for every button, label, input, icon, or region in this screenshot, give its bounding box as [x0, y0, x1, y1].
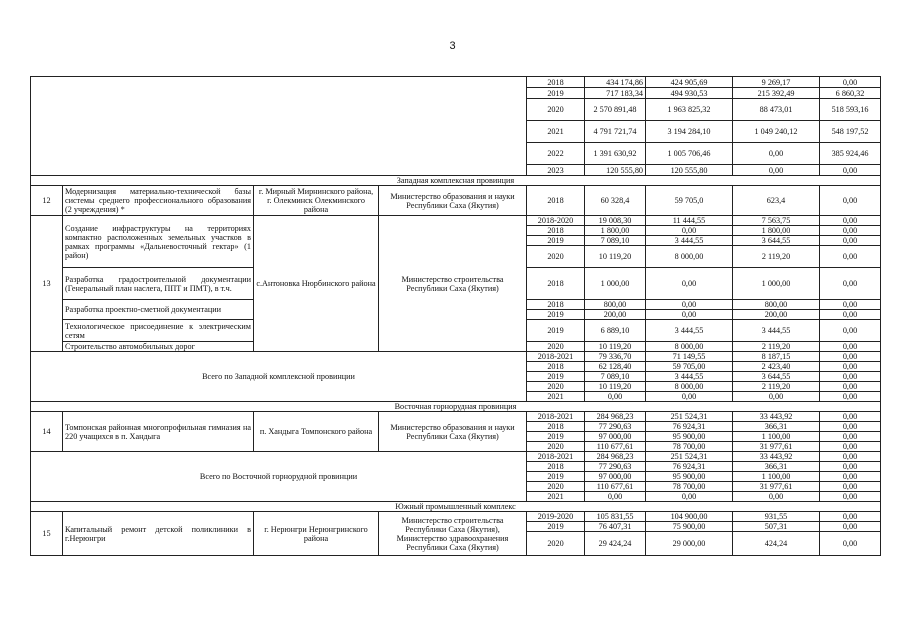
total-cell: 284 968,23 [585, 452, 646, 462]
table-row [31, 512, 881, 522]
federal-budget-cell: 3 444,55 [646, 372, 733, 382]
municipal-budget-cell: 0,00 [820, 186, 881, 216]
regional-budget-cell: 424,24 [733, 532, 820, 556]
municipal-budget-cell: 0,00 [820, 412, 881, 422]
regional-budget-cell: 88 473,01 [733, 99, 820, 121]
federal-budget-cell: 251 524,31 [646, 452, 733, 462]
municipal-budget-cell: 548 197,52 [820, 121, 881, 143]
year-cell: 2021 [527, 392, 585, 402]
project-name: Томпонская районная многопрофильная гимназия на 220 учащихся в п. Хандыга [63, 412, 254, 452]
year-cell: 2018 [527, 422, 585, 432]
year-cell: 2018 [527, 226, 585, 236]
regional-budget-cell: 0,00 [733, 143, 820, 165]
regional-budget-cell: 3 444,55 [733, 320, 820, 342]
municipal-budget-cell: 0,00 [820, 492, 881, 502]
total-cell: 0,00 [585, 492, 646, 502]
municipal-budget-cell: 0,00 [820, 372, 881, 382]
regional-budget-cell: 1 049 240,12 [733, 121, 820, 143]
regional-budget-cell: 0,00 [733, 492, 820, 502]
regional-budget-cell: 9 269,17 [733, 77, 820, 88]
regional-budget-cell: 1 100,00 [733, 432, 820, 442]
total-cell: 2 570 891,48 [585, 99, 646, 121]
municipal-budget-cell: 0,00 [820, 310, 881, 320]
regional-budget-cell: 31 977,61 [733, 482, 820, 492]
responsible-ministry: Министерство образования и науки Республики Саха (Якутия) [379, 412, 527, 452]
municipal-budget-cell: 0,00 [820, 452, 881, 462]
federal-budget-cell: 0,00 [646, 226, 733, 236]
regional-budget-cell: 8 187,15 [733, 352, 820, 362]
federal-budget-cell: 3 194 284,10 [646, 121, 733, 143]
municipal-budget-cell: 0,00 [820, 165, 881, 176]
year-cell: 2020 [527, 246, 585, 268]
federal-budget-cell: 0,00 [646, 392, 733, 402]
year-cell: 2020 [527, 342, 585, 352]
total-cell: 60 328,4 [585, 186, 646, 216]
regional-budget-cell: 3 644,55 [733, 372, 820, 382]
regional-budget-cell: 507,31 [733, 522, 820, 532]
federal-budget-cell: 75 900,00 [646, 522, 733, 532]
total-cell: 7 089,10 [585, 236, 646, 246]
investment-projects-table [30, 76, 881, 556]
regional-budget-cell: 0,00 [733, 392, 820, 402]
section-heading-south: Южный промышленный комплекс [31, 502, 881, 512]
municipal-budget-cell: 0,00 [820, 382, 881, 392]
section-heading-row [31, 502, 881, 512]
municipal-budget-cell: 0,00 [820, 432, 881, 442]
municipal-budget-cell: 0,00 [820, 236, 881, 246]
total-cell: 284 968,23 [585, 412, 646, 422]
regional-budget-cell: 3 644,55 [733, 236, 820, 246]
year-cell: 2019 [527, 236, 585, 246]
federal-budget-cell: 3 444,55 [646, 320, 733, 342]
federal-budget-cell: 59 705,00 [646, 362, 733, 372]
regional-budget-cell: 1 800,00 [733, 226, 820, 236]
municipal-budget-cell: 0,00 [820, 246, 881, 268]
federal-budget-cell: 1 963 825,32 [646, 99, 733, 121]
table-row [31, 216, 881, 226]
total-cell: 800,00 [585, 300, 646, 310]
item-number: 14 [31, 412, 63, 452]
regional-budget-cell: 1 000,00 [733, 268, 820, 300]
project-location: г. Мирный Мирнинского района, г. Олекминск Олекминского района [254, 186, 379, 216]
year-cell: 2018-2021 [527, 352, 585, 362]
subproject-name: Разработка проектно-сметной документации [63, 300, 254, 320]
federal-budget-cell: 29 000,00 [646, 532, 733, 556]
municipal-budget-cell: 0,00 [820, 442, 881, 452]
regional-budget-cell: 2 423,40 [733, 362, 820, 372]
year-cell: 2018 [527, 300, 585, 310]
regional-budget-cell: 33 443,92 [733, 452, 820, 462]
year-cell: 2018-2021 [527, 412, 585, 422]
federal-budget-cell: 0,00 [646, 492, 733, 502]
regional-budget-cell: 800,00 [733, 300, 820, 310]
federal-budget-cell: 1 005 706,46 [646, 143, 733, 165]
regional-budget-cell: 7 563,75 [733, 216, 820, 226]
year-cell: 2020 [527, 482, 585, 492]
responsible-ministry: Министерство строительства Республики Саха (Якутия), Министерство здравоохранения Республики Саха (Якутия) [379, 512, 527, 556]
total-cell: 434 174,86 [585, 77, 646, 88]
total-cell: 105 831,55 [585, 512, 646, 522]
province-total-label: Всего по Восточной горнорудной провинции [31, 452, 527, 502]
federal-budget-cell: 494 930,53 [646, 88, 733, 99]
federal-budget-cell: 120 555,80 [646, 165, 733, 176]
item-number: 15 [31, 512, 63, 556]
subproject-name: Строительство автомобильных дорог [63, 342, 254, 352]
subproject-name: Создание инфраструктуры на территориях компактно расположенных земельных участков в рамках программы «Дальневосточный гектар» (1 район) [63, 216, 254, 268]
total-cell: 10 119,20 [585, 246, 646, 268]
total-cell: 200,00 [585, 310, 646, 320]
regional-budget-cell: 2 119,20 [733, 342, 820, 352]
total-cell: 10 119,20 [585, 382, 646, 392]
year-cell: 2018 [527, 186, 585, 216]
municipal-budget-cell: 0,00 [820, 268, 881, 300]
total-cell: 6 889,10 [585, 320, 646, 342]
regional-budget-cell: 2 119,20 [733, 246, 820, 268]
year-cell: 2018 [527, 362, 585, 372]
year-cell: 2018 [527, 462, 585, 472]
year-cell: 2019 [527, 522, 585, 532]
regional-budget-cell: 623,4 [733, 186, 820, 216]
regional-budget-cell: 0,00 [733, 165, 820, 176]
table-row [31, 452, 881, 462]
year-cell: 2019 [527, 310, 585, 320]
federal-budget-cell: 71 149,55 [646, 352, 733, 362]
item-number: 12 [31, 186, 63, 216]
municipal-budget-cell: 0,00 [820, 512, 881, 522]
municipal-budget-cell: 0,00 [820, 77, 881, 88]
table-row [31, 412, 881, 422]
total-cell: 77 290,63 [585, 422, 646, 432]
municipal-budget-cell: 0,00 [820, 422, 881, 432]
municipal-budget-cell: 0,00 [820, 392, 881, 402]
regional-budget-cell: 33 443,92 [733, 412, 820, 422]
municipal-budget-cell: 385 924,46 [820, 143, 881, 165]
municipal-budget-cell: 0,00 [820, 362, 881, 372]
year-cell: 2019 [527, 432, 585, 442]
regional-budget-cell: 366,31 [733, 462, 820, 472]
municipal-budget-cell: 0,00 [820, 216, 881, 226]
year-cell: 2018-2021 [527, 452, 585, 462]
year-cell: 2019 [527, 88, 585, 99]
regional-budget-cell: 2 119,20 [733, 382, 820, 392]
section-heading-row [31, 402, 881, 412]
municipal-budget-cell: 0,00 [820, 482, 881, 492]
regional-budget-cell: 366,31 [733, 422, 820, 432]
year-cell: 2021 [527, 121, 585, 143]
year-cell: 2019 [527, 320, 585, 342]
municipal-budget-cell: 0,00 [820, 300, 881, 310]
total-cell: 110 677,61 [585, 442, 646, 452]
total-cell: 79 336,70 [585, 352, 646, 362]
federal-budget-cell: 0,00 [646, 310, 733, 320]
total-cell: 4 791 721,74 [585, 121, 646, 143]
total-cell: 10 119,20 [585, 342, 646, 352]
municipal-budget-cell: 0,00 [820, 342, 881, 352]
municipal-budget-cell: 0,00 [820, 522, 881, 532]
municipal-budget-cell: 0,00 [820, 320, 881, 342]
federal-budget-cell: 251 524,31 [646, 412, 733, 422]
municipal-budget-cell: 0,00 [820, 462, 881, 472]
federal-budget-cell: 0,00 [646, 268, 733, 300]
section-heading-west: Западная комплексная провинция [31, 176, 881, 186]
year-cell: 2020 [527, 382, 585, 392]
regional-budget-cell: 200,00 [733, 310, 820, 320]
federal-budget-cell: 78 700,00 [646, 482, 733, 492]
municipal-budget-cell: 518 593,16 [820, 99, 881, 121]
year-cell: 2020 [527, 532, 585, 556]
subproject-name: Разработка градостроительной документации (Генеральный план наслега, ППТ и ПМТ), в т.ч. [63, 268, 254, 300]
municipal-budget-cell: 0,00 [820, 226, 881, 236]
municipal-budget-cell: 0,00 [820, 352, 881, 362]
total-cell: 19 008,30 [585, 216, 646, 226]
project-location: г. Нерюнгри Нерюнгринского района [254, 512, 379, 556]
total-cell: 97 000,00 [585, 472, 646, 482]
federal-budget-cell: 78 700,00 [646, 442, 733, 452]
federal-budget-cell: 8 000,00 [646, 342, 733, 352]
project-location: с.Антоновка Нюрбинского района [254, 216, 379, 352]
municipal-budget-cell: 0,00 [820, 472, 881, 482]
federal-budget-cell: 3 444,55 [646, 236, 733, 246]
section-heading-east: Восточная горнорудная провинция [31, 402, 881, 412]
regional-budget-cell: 931,55 [733, 512, 820, 522]
table-row [31, 77, 881, 88]
table-row [31, 352, 881, 362]
year-cell: 2019-2020 [527, 512, 585, 522]
total-cell: 76 407,31 [585, 522, 646, 532]
total-cell: 1 000,00 [585, 268, 646, 300]
year-cell: 2022 [527, 143, 585, 165]
federal-budget-cell: 76 924,31 [646, 422, 733, 432]
subproject-name: Технологическое присоединение к электрическим сетям [63, 320, 254, 342]
total-cell: 62 128,40 [585, 362, 646, 372]
municipal-budget-cell: 0,00 [820, 532, 881, 556]
page-number: 3 [449, 40, 456, 52]
total-cell: 1 800,00 [585, 226, 646, 236]
federal-budget-cell: 424 905,69 [646, 77, 733, 88]
total-cell: 7 089,10 [585, 372, 646, 382]
federal-budget-cell: 59 705,0 [646, 186, 733, 216]
year-cell: 2020 [527, 442, 585, 452]
responsible-ministry: Министерство образования и науки Республики Саха (Якутия) [379, 186, 527, 216]
total-cell: 110 677,61 [585, 482, 646, 492]
continuation-blank-cell [31, 77, 527, 176]
regional-budget-cell: 1 100,00 [733, 472, 820, 482]
regional-budget-cell: 215 392,49 [733, 88, 820, 99]
year-cell: 2019 [527, 472, 585, 482]
total-cell: 29 424,24 [585, 532, 646, 556]
table-row [31, 186, 881, 216]
total-cell: 97 000,00 [585, 432, 646, 442]
federal-budget-cell: 95 900,00 [646, 472, 733, 482]
project-location: п. Хандыга Томпонского района [254, 412, 379, 452]
year-cell: 2021 [527, 492, 585, 502]
total-cell: 0,00 [585, 392, 646, 402]
federal-budget-cell: 95 900,00 [646, 432, 733, 442]
project-name: Капитальный ремонт детской поликлиники в г.Нерюнгри [63, 512, 254, 556]
year-cell: 2018 [527, 268, 585, 300]
federal-budget-cell: 8 000,00 [646, 382, 733, 392]
federal-budget-cell: 104 900,00 [646, 512, 733, 522]
section-heading-row [31, 176, 881, 186]
province-total-label: Всего по Западной комплексной провинции [31, 352, 527, 402]
federal-budget-cell: 11 444,55 [646, 216, 733, 226]
total-cell: 120 555,80 [585, 165, 646, 176]
total-cell: 1 391 630,92 [585, 143, 646, 165]
year-cell: 2019 [527, 372, 585, 382]
year-cell: 2018-2020 [527, 216, 585, 226]
federal-budget-cell: 76 924,31 [646, 462, 733, 472]
project-name: Модернизация материально-технической базы системы среднего профессионального образования (2 учреждения) * [63, 186, 254, 216]
year-cell: 2023 [527, 165, 585, 176]
federal-budget-cell: 0,00 [646, 300, 733, 310]
total-cell: 77 290,63 [585, 462, 646, 472]
responsible-ministry: Министерство строительства Республики Саха (Якутия) [379, 216, 527, 352]
municipal-budget-cell: 6 860,32 [820, 88, 881, 99]
year-cell: 2018 [527, 77, 585, 88]
item-number: 13 [31, 216, 63, 352]
total-cell: 717 183,34 [585, 88, 646, 99]
federal-budget-cell: 8 000,00 [646, 246, 733, 268]
regional-budget-cell: 31 977,61 [733, 442, 820, 452]
year-cell: 2020 [527, 99, 585, 121]
